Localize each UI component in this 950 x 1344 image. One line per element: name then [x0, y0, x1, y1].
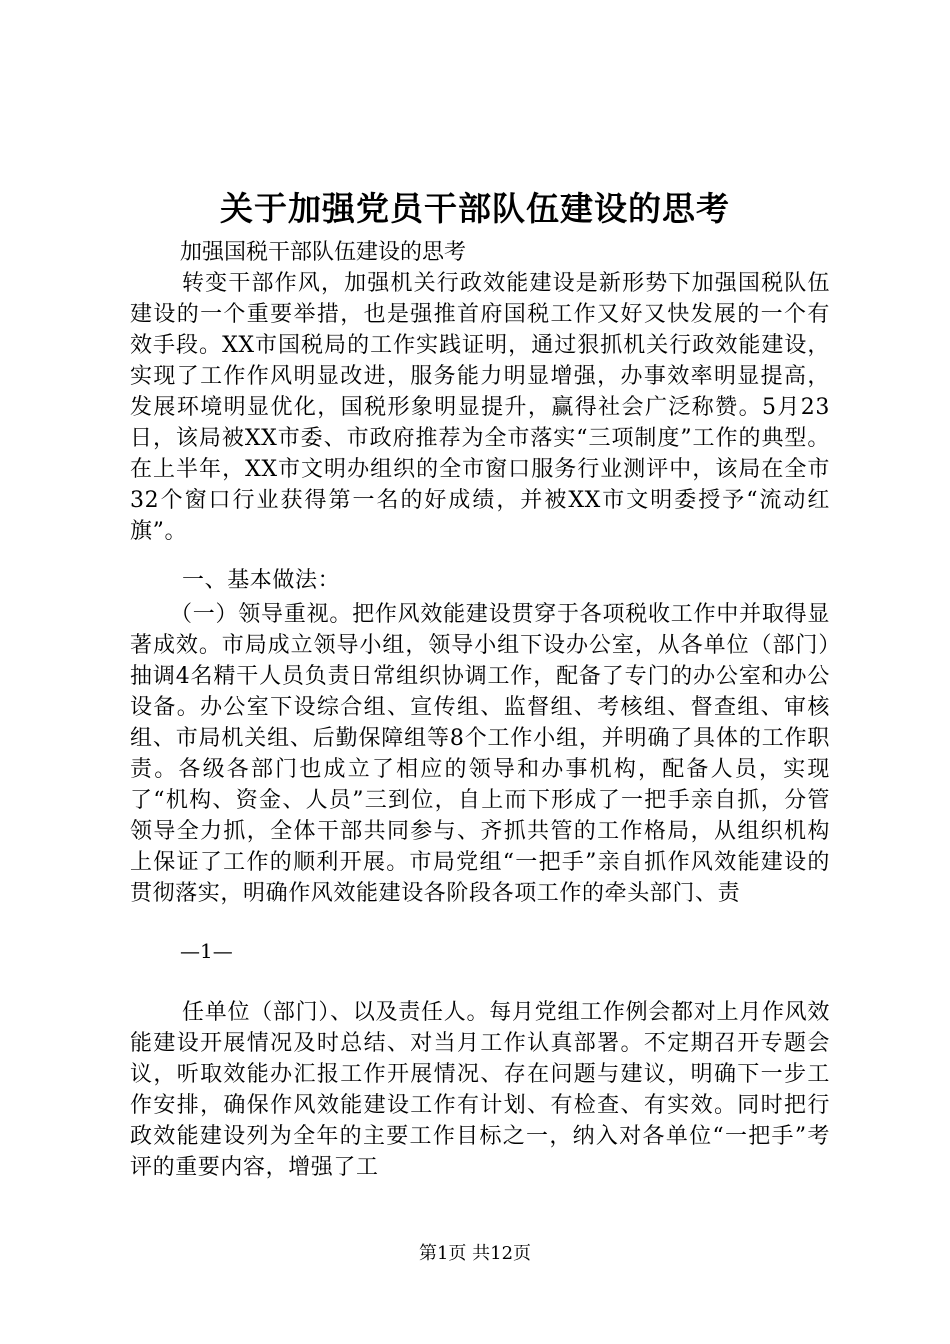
document-subtitle: 加强国税干部队伍建设的思考 [180, 240, 467, 265]
section-heading: 一、基本做法： [182, 568, 341, 593]
section-paragraph: （一）领导重视。把作风效能建设贯穿于各项税收工作中并取得显著成效。市局成立领导小组，领导小组下设办公室，从各单位（部门）抽调4名精干人员负责日常组织协调工作，配备了专门的办公室和办公设备。办公室下设综合组、宣传组、监督组、考核组、督查组、审核组、市局机关组、后勤保障组等8个工作小组，并明确了具体的工作职责。各级各部门也成立了相应的领导和办事机构，配备人员，实现了“机构、资金、人员”三到位，自上而下形成了一把手亲自抓，分管领导全力抓，全体干部共同参与、齐抓共管的工作格局，从组织机构上保证了工作的顺利开展。市局党组“一把手”亲自抓作风效能建设的贯彻落实，明确作风效能建设各阶段各项工作的牵头部门、责 [130, 602, 830, 906]
intro-paragraph: 转变干部作风，加强机关行政效能建设是新形势下加强国税队伍建设的一个重要举措，也是强推首府国税工作又好又快发展的一个有效手段。XX市国税局的工作实践证明，通过狠抓机关行政效能建设，实现了工作作风明显改进，服务能力明显增强，办事效率明显提高，发展环境明显优化，国税形象明显提升，赢得社会广泛称赞。5月23日，该局被XX市委、市政府推荐为全市落实“三项制度”工作的典型。在上半年，XX市文明办组织的全市窗口服务行业测评中，该局在全市32个窗口行业获得第一名的好成绩，并被XX市文明委授予“流动红旗”。 [130, 271, 830, 544]
continued-block [130, 997, 830, 1183]
page-marker: —1— [180, 939, 233, 963]
page-footer: 第1页 共12页 [418, 1243, 532, 1264]
section-block [130, 599, 830, 909]
intro-block [130, 268, 830, 547]
document-title: 关于加强党员干部队伍建设的思考 [220, 189, 730, 228]
continued-paragraph: 任单位（部门）、以及责任人。每月党组工作例会都对上月作风效能建设开展情况及时总结、对当月工作认真部署。不定期召开专题会议，听取效能办汇报工作开展情况、存在问题与建议，明确下一步工作安排，确保作风效能建设工作有计划、有检查、有实效。同时把行政效能建设列为全年的主要工作目标之一，纳入对各单位“一把手”考评的重要内容，增强了工 [130, 1000, 830, 1180]
section-heading-block [130, 565, 830, 596]
